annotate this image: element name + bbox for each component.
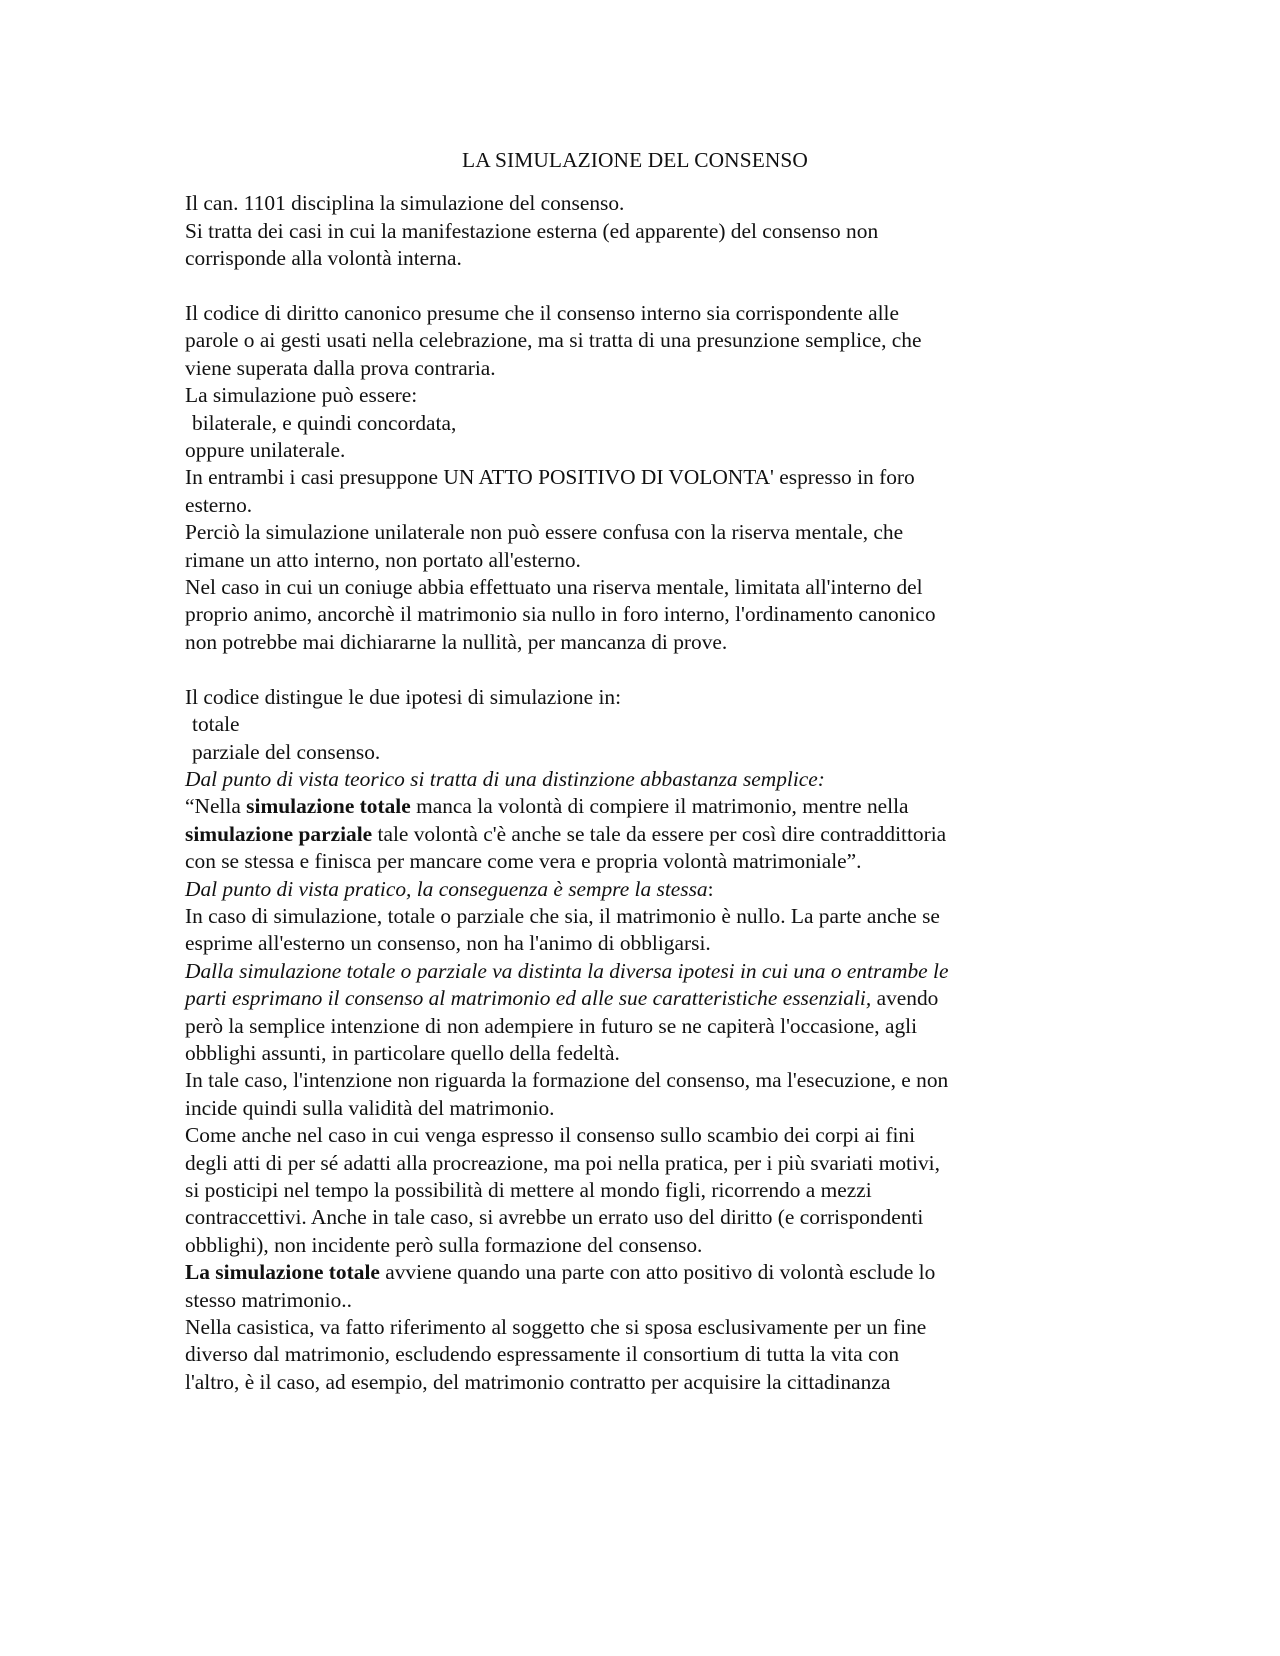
document-body (185, 147, 1085, 1396)
text-run: “Nella (185, 794, 247, 819)
bold-term: simulazione parziale (185, 821, 373, 846)
list-item: totale (192, 712, 240, 737)
text-line: esterno. (185, 492, 253, 517)
text-line: diverso dal matrimonio, escludendo espressamente il consortium di tutta la vita con (185, 1342, 900, 1367)
text-run: tale volontà c'è anche se tale da essere per così dire contraddittoria (372, 821, 947, 846)
text-line: In entrambi i casi presuppone UN ATTO POSITIVO DI VOLONTA' espresso in foro (185, 465, 915, 490)
text-line: esprime all'esterno un consenso, non ha l'animo di obbligarsi. (185, 931, 711, 956)
text-line: degli atti di per sé adatti alla procreazione, ma poi nella pratica, per i più svariati motivi, (185, 1150, 940, 1175)
text-line: Dalla simulazione totale o parziale va distinta la diversa ipotesi in cui una o entrambe le (185, 958, 949, 983)
text-line: stesso matrimonio.. (185, 1287, 352, 1312)
text-line: La simulazione può essere: (185, 383, 418, 408)
text-line: però la semplice intenzione di non adempiere in futuro se ne capiterà l'occasione, agli (185, 1013, 918, 1038)
text-line: con se stessa e finisca per mancare come vera e propria volontà matrimoniale”. (185, 849, 862, 874)
text-line: Il codice distingue le due ipotesi di simulazione in: (185, 684, 622, 709)
text-line (185, 1259, 1085, 1286)
text-line: Il can. 1101 disciplina la simulazione del consenso. (185, 191, 625, 216)
text-run: avviene quando una parte con atto positivo di volontà esclude lo (379, 1260, 936, 1285)
text-run: : (707, 876, 714, 901)
text-line: In tale caso, l'intenzione non riguarda la formazione del consenso, ma l'esecuzione, e non (185, 1068, 949, 1093)
text-run: manca la volontà di compiere il matrimonio, mentre nella (410, 794, 909, 819)
text-line: proprio animo, ancorchè il matrimonio sia nullo in foro interno, l'ordinamento canonico (185, 602, 936, 627)
paragraph-gap (185, 273, 1085, 300)
page-title: LA SIMULAZIONE DEL CONSENSO (462, 148, 808, 172)
paragraph-gap (185, 656, 1085, 683)
list-item: bilaterale, e quindi concordata, (192, 410, 457, 435)
text-line: oppure unilaterale. (185, 438, 346, 463)
text-line (185, 876, 1085, 903)
text-line: In caso di simulazione, totale o parziale che sia, il matrimonio è nullo. La parte anche se (185, 903, 940, 928)
text-run: avendo (871, 986, 939, 1011)
text-line: contraccettivi. Anche in tale caso, si avrebbe un errato uso del diritto (e corrispondenti (185, 1205, 924, 1230)
paragraph-intro (185, 190, 1085, 272)
text-line: corrisponde alla volontà interna. (185, 246, 462, 271)
text-line: obblighi assunti, in particolare quello della fedeltà. (185, 1040, 620, 1065)
italic-run: Dal punto di vista pratico, la conseguenza è sempre la stessa (185, 876, 708, 901)
text-line (185, 793, 1085, 820)
text-line: Perciò la simulazione unilaterale non può essere confusa con la riserva mentale, che (185, 520, 904, 545)
text-line: non potrebbe mai dichiararne la nullità, per mancanza di prove. (185, 629, 728, 654)
bold-term: simulazione totale (246, 794, 411, 819)
text-line: Dal punto di vista teorico si tratta di una distinzione abbastanza semplice: (185, 766, 825, 791)
text-line (185, 985, 1085, 1012)
text-line: Nel caso in cui un coniuge abbia effettuato una riserva mentale, limitata all'interno del (185, 575, 923, 600)
list-item: parziale del consenso. (192, 739, 381, 764)
text-line: Nella casistica, va fatto riferimento al soggetto che si sposa esclusivamente per un fine (185, 1315, 927, 1340)
paragraph-presumption (185, 300, 1085, 656)
italic-run: parti esprimano il consenso al matrimonio ed alle sue caratteristiche essenziali, (185, 986, 872, 1011)
text-line: viene superata dalla prova contraria. (185, 355, 496, 380)
text-line: Si tratta dei casi in cui la manifestazione esterna (ed apparente) del consenso non (185, 218, 879, 243)
bold-term: La simulazione totale (185, 1260, 380, 1285)
text-line: si posticipi nel tempo la possibilità di mettere al mondo figli, ricorrendo a mezzi (185, 1178, 872, 1202)
text-line: rimane un atto interno, non portato all'esterno. (185, 547, 581, 572)
text-line: parole o ai gesti usati nella celebrazione, ma si tratta di una presunzione semplice, che (185, 328, 922, 353)
text-line: obblighi), non incidente però sulla formazione del consenso. (185, 1232, 703, 1257)
text-line (185, 821, 1085, 848)
paragraph-distinction (185, 684, 1085, 1397)
text-line: Il codice di diritto canonico presume che il consenso interno sia corrispondente alle (185, 301, 899, 326)
text-line: Come anche nel caso in cui venga espresso il consenso sullo scambio dei corpi ai fini (185, 1123, 916, 1148)
text-line: incide quindi sulla validità del matrimonio. (185, 1095, 555, 1120)
text-line: l'altro, è il caso, ad esempio, del matrimonio contratto per acquisire la cittadinanza (185, 1369, 891, 1394)
